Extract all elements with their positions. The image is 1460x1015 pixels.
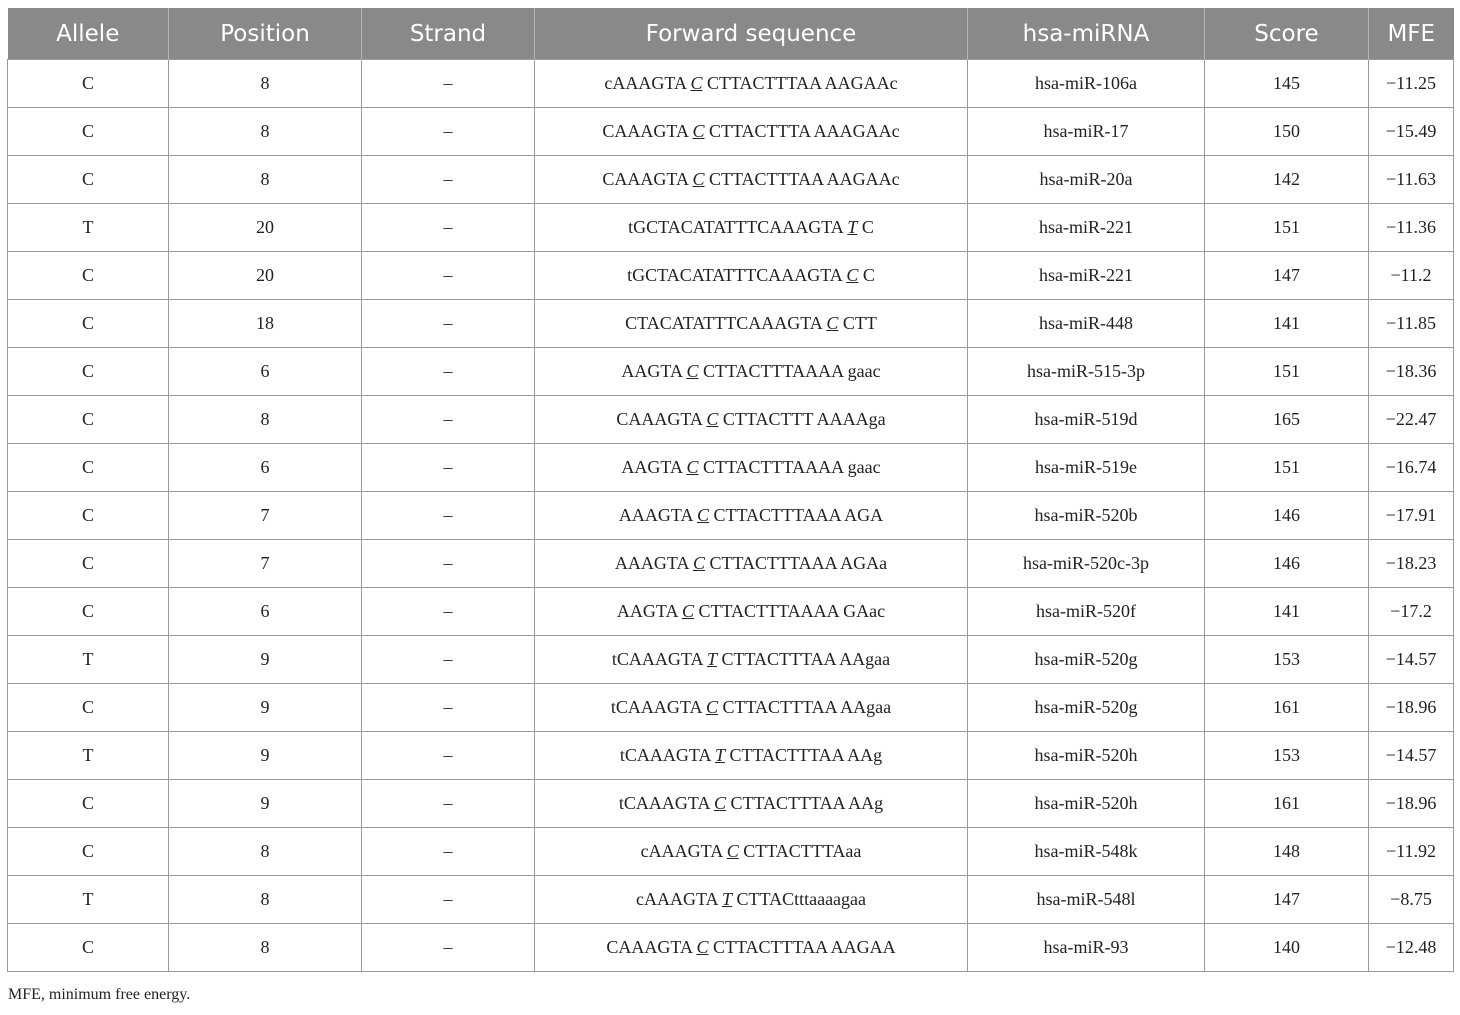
mfe-cell: −11.85 [1369, 300, 1454, 348]
position-cell: 8 [169, 60, 362, 108]
allele-cell: T [8, 636, 169, 684]
mirna-cell: hsa-miR-520g [968, 636, 1205, 684]
sequence-suffix: C [857, 217, 874, 237]
header-allele: Allele [8, 8, 169, 60]
table-row [8, 444, 1454, 492]
score-cell: 161 [1205, 780, 1369, 828]
mfe-cell: −11.92 [1369, 828, 1454, 876]
score-cell: 141 [1205, 300, 1369, 348]
header-score: Score [1205, 8, 1369, 60]
snp-allele-base: C [681, 601, 694, 621]
position-cell: 18 [169, 300, 362, 348]
score-cell: 145 [1205, 60, 1369, 108]
snp-allele-base: C [696, 937, 709, 957]
table-header-row [8, 8, 1454, 60]
sequence-suffix: CTTACTTTAA AAgaa [716, 649, 891, 669]
table-row [8, 636, 1454, 684]
mfe-cell: −15.49 [1369, 108, 1454, 156]
forward-sequence-cell [535, 156, 968, 204]
forward-sequence-cell [535, 492, 968, 540]
position-cell: 9 [169, 636, 362, 684]
forward-sequence-cell [535, 732, 968, 780]
score-cell: 153 [1205, 636, 1369, 684]
score-cell: 151 [1205, 204, 1369, 252]
sequence-suffix: CTTACTTT AAAAga [718, 409, 886, 429]
position-cell: 7 [169, 540, 362, 588]
sequence-prefix: tGCTACATATTTCAAAGTA [628, 217, 848, 237]
table-row [8, 828, 1454, 876]
snp-allele-base: C [692, 553, 705, 573]
sequence-suffix: C [858, 265, 875, 285]
sequence-prefix: AAGTA [621, 361, 687, 381]
mfe-cell: −17.2 [1369, 588, 1454, 636]
score-cell: 146 [1205, 540, 1369, 588]
table-row [8, 588, 1454, 636]
position-cell: 8 [169, 924, 362, 972]
mfe-cell: −11.2 [1369, 252, 1454, 300]
header-mfe: MFE [1369, 8, 1454, 60]
allele-cell: C [8, 684, 169, 732]
strand-cell: – [362, 588, 535, 636]
forward-sequence-cell [535, 876, 968, 924]
position-cell: 6 [169, 444, 362, 492]
mirna-cell: hsa-miR-20a [968, 156, 1205, 204]
table-row [8, 60, 1454, 108]
sequence-prefix: tCAAAGTA [610, 697, 706, 717]
sequence-prefix: cAAAGTA [604, 73, 691, 93]
mirna-cell: hsa-miR-520f [968, 588, 1205, 636]
position-cell: 8 [169, 876, 362, 924]
table-row [8, 924, 1454, 972]
allele-cell: C [8, 924, 169, 972]
sequence-prefix: tCAAAGTA [618, 793, 714, 813]
table-row [8, 492, 1454, 540]
sequence-suffix: CTTACTTTAAAA gaac [698, 457, 881, 477]
sequence-prefix: tCAAAGTA [619, 745, 715, 765]
position-cell: 20 [169, 252, 362, 300]
score-cell: 151 [1205, 444, 1369, 492]
mfe-cell: −11.63 [1369, 156, 1454, 204]
forward-sequence-cell [535, 444, 968, 492]
sequence-prefix: cAAAGTA [640, 841, 727, 861]
sequence-suffix: CTTACTTTAAAA GAac [693, 601, 886, 621]
forward-sequence-cell [535, 60, 968, 108]
sequence-suffix: CTTACTTTAAAA gaac [698, 361, 881, 381]
snp-allele-base: T [714, 745, 725, 765]
table-row [8, 876, 1454, 924]
position-cell: 8 [169, 108, 362, 156]
strand-cell: – [362, 108, 535, 156]
snp-allele-base: C [686, 361, 699, 381]
strand-cell: – [362, 780, 535, 828]
snp-allele-base: C [692, 121, 705, 141]
snp-allele-base: C [706, 409, 719, 429]
forward-sequence-cell [535, 204, 968, 252]
mirna-cell: hsa-miR-106a [968, 60, 1205, 108]
table-row [8, 732, 1454, 780]
mirna-cell: hsa-miR-520g [968, 684, 1205, 732]
sequence-prefix: CTACATATTTCAAAGTA [625, 313, 827, 333]
allele-cell: C [8, 156, 169, 204]
mfe-cell: −8.75 [1369, 876, 1454, 924]
header-strand: Strand [362, 8, 535, 60]
snp-allele-base: C [690, 73, 703, 93]
sequence-prefix: AAGTA [621, 457, 687, 477]
table-footnote: MFE, minimum free energy. [8, 986, 191, 1003]
mfe-cell: −16.74 [1369, 444, 1454, 492]
forward-sequence-cell [535, 396, 968, 444]
forward-sequence-cell [535, 108, 968, 156]
snp-allele-base: C [696, 505, 709, 525]
header-forward-sequence: Forward sequence [535, 8, 968, 60]
sequence-suffix: CTTACtttaaaagaa [732, 889, 867, 909]
sequence-prefix: AAAGTA [614, 553, 693, 573]
mirna-cell: hsa-miR-221 [968, 204, 1205, 252]
score-cell: 153 [1205, 732, 1369, 780]
mirna-cell: hsa-miR-17 [968, 108, 1205, 156]
sequence-suffix: CTTACTTTAA AAGAA [708, 937, 896, 957]
strand-cell: – [362, 204, 535, 252]
sequence-prefix: CAAAGTA [602, 169, 693, 189]
mirna-cell: hsa-miR-520c-3p [968, 540, 1205, 588]
strand-cell: – [362, 444, 535, 492]
score-cell: 148 [1205, 828, 1369, 876]
sequence-suffix: CTTACTTTAAA AGA [708, 505, 884, 525]
allele-cell: C [8, 108, 169, 156]
table-row [8, 300, 1454, 348]
allele-cell: C [8, 588, 169, 636]
score-cell: 165 [1205, 396, 1369, 444]
header-position: Position [169, 8, 362, 60]
strand-cell: – [362, 396, 535, 444]
sequence-suffix: CTTACTTTAA AAg [724, 745, 883, 765]
allele-cell: C [8, 252, 169, 300]
table-row [8, 156, 1454, 204]
strand-cell: – [362, 348, 535, 396]
mirna-cell: hsa-miR-520b [968, 492, 1205, 540]
mfe-cell: −18.23 [1369, 540, 1454, 588]
table-row [8, 204, 1454, 252]
allele-cell: C [8, 444, 169, 492]
table-row [8, 108, 1454, 156]
allele-cell: C [8, 60, 169, 108]
mirna-binding-table [7, 8, 1454, 972]
allele-cell: C [8, 348, 169, 396]
allele-cell: C [8, 492, 169, 540]
strand-cell: – [362, 540, 535, 588]
score-cell: 140 [1205, 924, 1369, 972]
position-cell: 8 [169, 396, 362, 444]
snp-allele-base: C [686, 457, 699, 477]
forward-sequence-cell [535, 540, 968, 588]
forward-sequence-cell [535, 252, 968, 300]
snp-allele-base: C [705, 697, 718, 717]
strand-cell: – [362, 156, 535, 204]
strand-cell: – [362, 684, 535, 732]
allele-cell: T [8, 876, 169, 924]
score-cell: 146 [1205, 492, 1369, 540]
header-hsa-mirna: hsa-miRNA [968, 8, 1205, 60]
sequence-prefix: CAAAGTA [602, 121, 693, 141]
mfe-cell: −22.47 [1369, 396, 1454, 444]
mfe-cell: −17.91 [1369, 492, 1454, 540]
score-cell: 141 [1205, 588, 1369, 636]
mirna-cell: hsa-miR-448 [968, 300, 1205, 348]
mfe-cell: −18.96 [1369, 780, 1454, 828]
sequence-prefix: AAAGTA [618, 505, 697, 525]
position-cell: 9 [169, 780, 362, 828]
snp-allele-base: T [847, 217, 858, 237]
table-row [8, 780, 1454, 828]
strand-cell: – [362, 636, 535, 684]
mirna-cell: hsa-miR-520h [968, 780, 1205, 828]
mirna-cell: hsa-miR-515-3p [968, 348, 1205, 396]
forward-sequence-cell [535, 636, 968, 684]
sequence-prefix: tCAAAGTA [611, 649, 707, 669]
sequence-suffix: CTTACTTTAA AAg [725, 793, 884, 813]
position-cell: 6 [169, 348, 362, 396]
snp-allele-base: C [713, 793, 726, 813]
mirna-cell: hsa-miR-520h [968, 732, 1205, 780]
allele-cell: C [8, 780, 169, 828]
forward-sequence-cell [535, 924, 968, 972]
strand-cell: – [362, 252, 535, 300]
position-cell: 9 [169, 684, 362, 732]
sequence-prefix: tGCTACATATTTCAAAGTA [627, 265, 847, 285]
allele-cell: C [8, 540, 169, 588]
allele-cell: C [8, 396, 169, 444]
sequence-suffix: CTTACTTTAA AAGAAc [702, 73, 898, 93]
sequence-prefix: CAAAGTA [606, 937, 697, 957]
mirna-cell: hsa-miR-548k [968, 828, 1205, 876]
table-row [8, 348, 1454, 396]
mirna-cell: hsa-miR-519e [968, 444, 1205, 492]
mirna-cell: hsa-miR-519d [968, 396, 1205, 444]
sequence-suffix: CTT [838, 313, 877, 333]
snp-allele-base: C [726, 841, 739, 861]
mfe-cell: −18.96 [1369, 684, 1454, 732]
snp-allele-base: C [826, 313, 839, 333]
strand-cell: – [362, 60, 535, 108]
position-cell: 9 [169, 732, 362, 780]
strand-cell: – [362, 924, 535, 972]
mfe-cell: −12.48 [1369, 924, 1454, 972]
forward-sequence-cell [535, 684, 968, 732]
snp-allele-base: T [722, 889, 733, 909]
sequence-prefix: CAAAGTA [616, 409, 707, 429]
position-cell: 8 [169, 828, 362, 876]
strand-cell: – [362, 828, 535, 876]
sequence-suffix: CTTACTTTAA AAGAAc [704, 169, 900, 189]
strand-cell: – [362, 732, 535, 780]
mirna-cell: hsa-miR-221 [968, 252, 1205, 300]
allele-cell: C [8, 828, 169, 876]
mirna-cell: hsa-miR-93 [968, 924, 1205, 972]
score-cell: 147 [1205, 252, 1369, 300]
position-cell: 6 [169, 588, 362, 636]
strand-cell: – [362, 492, 535, 540]
snp-allele-base: C [846, 265, 859, 285]
score-cell: 161 [1205, 684, 1369, 732]
position-cell: 8 [169, 156, 362, 204]
forward-sequence-cell [535, 588, 968, 636]
mfe-cell: −14.57 [1369, 636, 1454, 684]
score-cell: 142 [1205, 156, 1369, 204]
position-cell: 20 [169, 204, 362, 252]
sequence-prefix: AAGTA [616, 601, 682, 621]
allele-cell: T [8, 204, 169, 252]
allele-cell: T [8, 732, 169, 780]
position-cell: 7 [169, 492, 362, 540]
forward-sequence-cell [535, 300, 968, 348]
score-cell: 147 [1205, 876, 1369, 924]
table-row [8, 540, 1454, 588]
forward-sequence-cell [535, 780, 968, 828]
table-row [8, 396, 1454, 444]
allele-cell: C [8, 300, 169, 348]
table-body [8, 60, 1454, 972]
strand-cell: – [362, 876, 535, 924]
sequence-suffix: CTTACTTTAA AAgaa [717, 697, 892, 717]
sequence-suffix: CTTACTTTAAA AGAa [704, 553, 888, 573]
forward-sequence-cell [535, 828, 968, 876]
mirna-cell: hsa-miR-548l [968, 876, 1205, 924]
strand-cell: – [362, 300, 535, 348]
table-row [8, 252, 1454, 300]
snp-allele-base: C [692, 169, 705, 189]
snp-allele-base: T [706, 649, 717, 669]
score-cell: 150 [1205, 108, 1369, 156]
sequence-suffix: CTTACTTTA AAAGAAc [704, 121, 900, 141]
sequence-prefix: cAAAGTA [635, 889, 723, 909]
forward-sequence-cell [535, 348, 968, 396]
mfe-cell: −11.36 [1369, 204, 1454, 252]
sequence-suffix: CTTACTTTAaa [738, 841, 862, 861]
table-row [8, 684, 1454, 732]
score-cell: 151 [1205, 348, 1369, 396]
mfe-cell: −11.25 [1369, 60, 1454, 108]
mfe-cell: −18.36 [1369, 348, 1454, 396]
mfe-cell: −14.57 [1369, 732, 1454, 780]
